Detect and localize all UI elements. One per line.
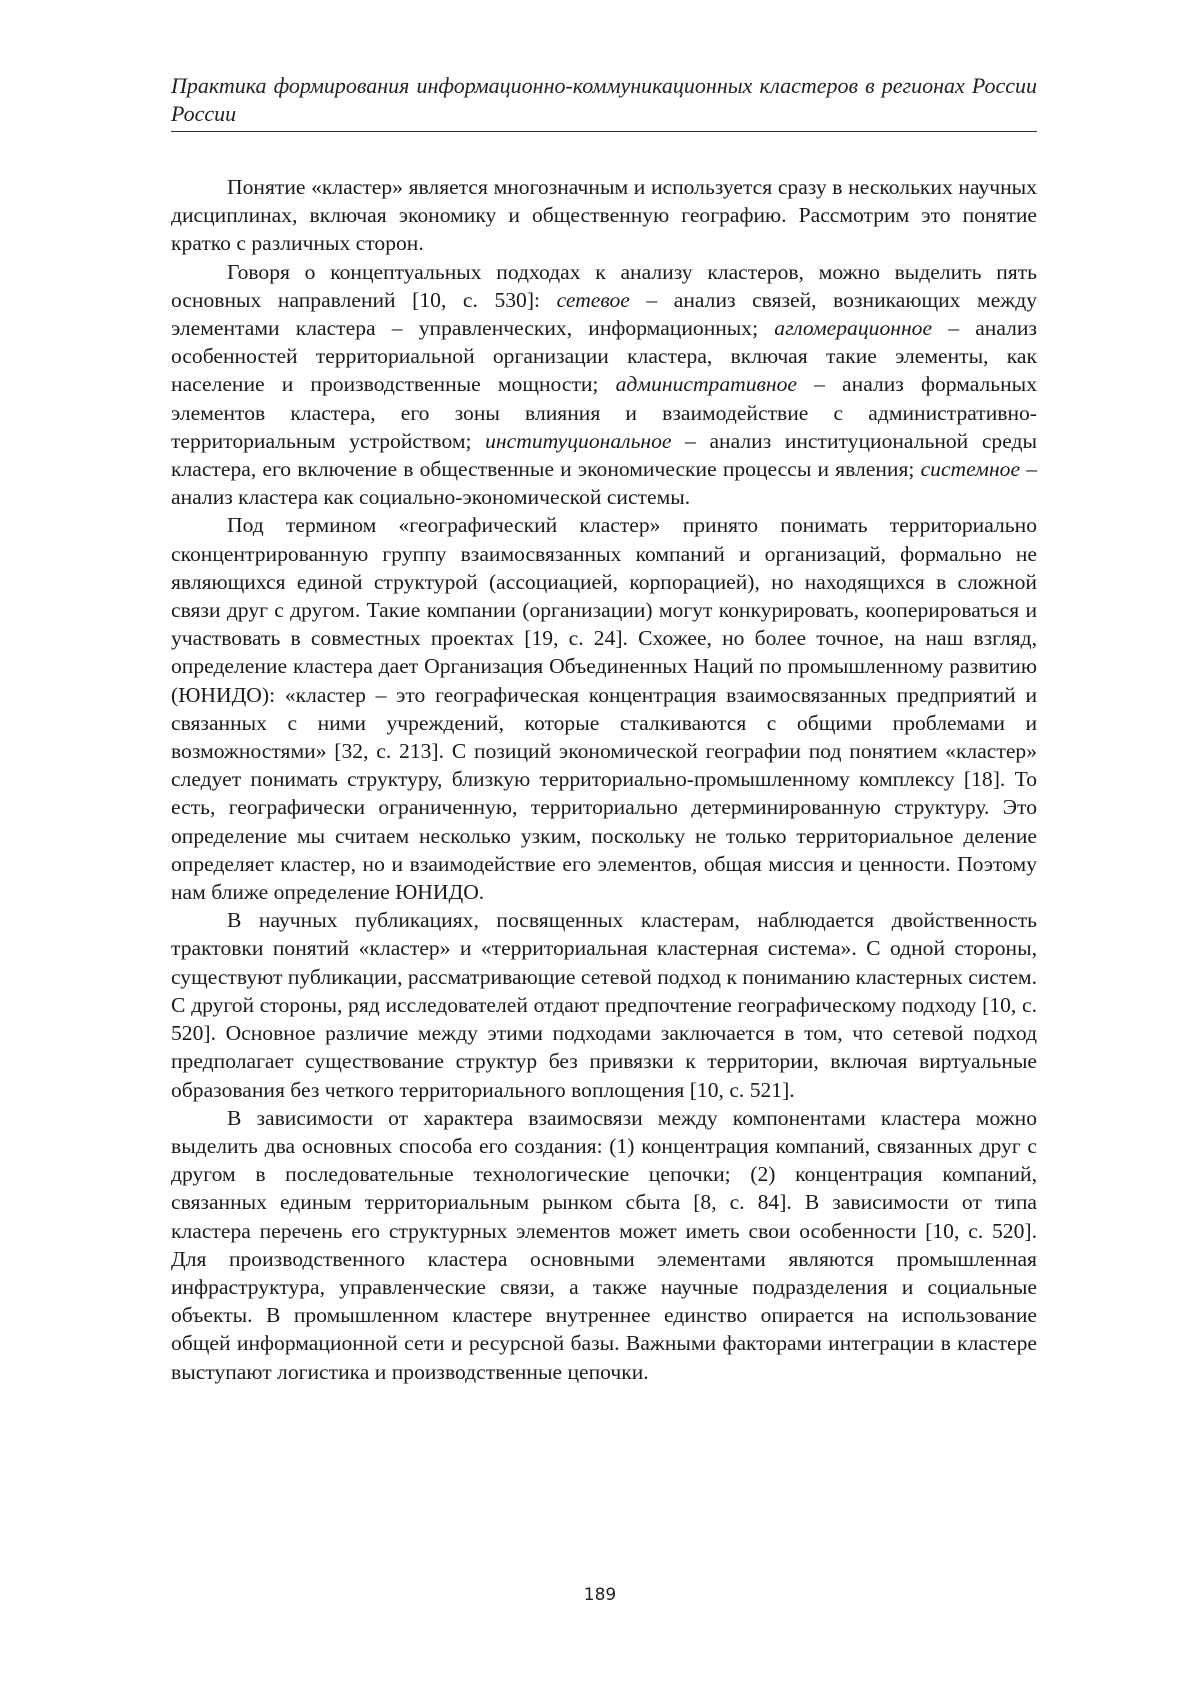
page-number: 189	[583, 1585, 617, 1605]
definition-systemic: – анализ кластера как социально-экономической системы.	[171, 457, 1037, 510]
definition-agglomeration: – анализ особенностей территориальной организации кластера, включая такие элементы, как население и производственные мощности;	[171, 316, 1037, 397]
definition-network: – анализ связей, возникающих между элементами кластера – управленческих, информационных;	[171, 287, 1037, 341]
definition-administrative: – анализ формальных элементов кластера, его зоны влияния и взаимодействие с административно-территориальным устройством;	[171, 372, 1037, 453]
definition-institutional: – анализ институциональной среды кластера, его включение в общественные и экономические процессы и явления;	[171, 428, 1037, 482]
term-network: сетевое	[556, 287, 630, 312]
body-text	[171, 173, 1037, 1386]
approaches-intro: Говоря о концептуальных подходах к анализу кластеров, можно выделить пять основных направлений [10, с. 530]:	[171, 259, 1037, 312]
paragraph: Понятие «кластер» является многозначным и используется сразу в нескольких научных дисциплинах, включая экономику и общественную географию. Рассмотрим это понятие кратко с различных сторон.	[171, 175, 1037, 256]
term-administrative: административное	[615, 372, 798, 397]
running-header: Практика формирования информационно-коммуникационных кластеров в регионах России России	[171, 73, 1037, 126]
term-systemic: системное	[920, 457, 1021, 482]
paragraph: В научных публикациях, посвященных кластерам, наблюдается двойственность трактовки понятий «кластер» и «территориальная кластерная система». С одной стороны, существуют публикации, рассматривающие сетевой подход к пониманию кластерных систем. С другой стороны, ряд исследователей отдают предпочтение географическому подходу [10, с. 520]. Основное различие между этими подходами заключается в том, что сетевой подход предполагает существование структур без привязки к территории, включая виртуальные образования без четкого территориального воплощения [10, с. 521].	[171, 908, 1037, 1102]
header-rule	[171, 131, 1037, 132]
paragraph: В зависимости от характера взаимосвязи между компонентами кластера можно выделить два основных способа его создания: (1) концентрация компаний, связанных друг с другом в последовательные технологические цепочки; (2) концентрация компаний, связанных единым территориальным рынком сбыта [8, с. 84]. В зависимости от типа кластера перечень его структурных элементов может иметь свои особенности [10, с. 520]. Для производственного кластера основными элементами являются промышленная инфраструктура, управленческие связи, а также научные подразделения и социальные объекты. В промышленном кластере внутреннее единство опирается на использование общей информационной сети и ресурсной базы. Важными факторами интеграции в кластере выступают логистика и производственные цепочки.	[171, 1105, 1037, 1384]
term-institutional: институциональное	[485, 428, 672, 453]
term-agglomeration: агломерационное	[774, 316, 933, 341]
paragraph-approaches	[171, 258, 1037, 512]
paragraph: Под термином «географический кластер» принято понимать территориально сконцентрированную группу взаимосвязанных компаний и организаций, формально не являющихся единой структурой (ассоциацией, корпорацией), но находящихся в сложной связи друг с другом. Такие компании (организации) могут конкурировать, кооперироваться и участвовать в совместных проектах [19, с. 24]. Схожее, но более точное, на наш взгляд, определение кластера дает Организация Объединенных Наций по промышленному развитию (ЮНИДО): «кластер – это географическая концентрация взаимосвязанных предприятий и связанных с ними учреждений, которые сталкиваются с общими проблемами и возможностями» [32, с. 213]. С позиций экономической географии под понятием «кластер» следует понимать структуру, близкую территориально-промышленному комплексу [18]. То есть, географически ограниченную, территориально детерминированную структуру. Это определение мы считаем несколько узким, поскольку не только территориальное деление определяет кластер, но и взаимодействие его элементов, общая миссия и ценности. Поэтому нам ближе определение ЮНИДО.	[171, 513, 1037, 905]
